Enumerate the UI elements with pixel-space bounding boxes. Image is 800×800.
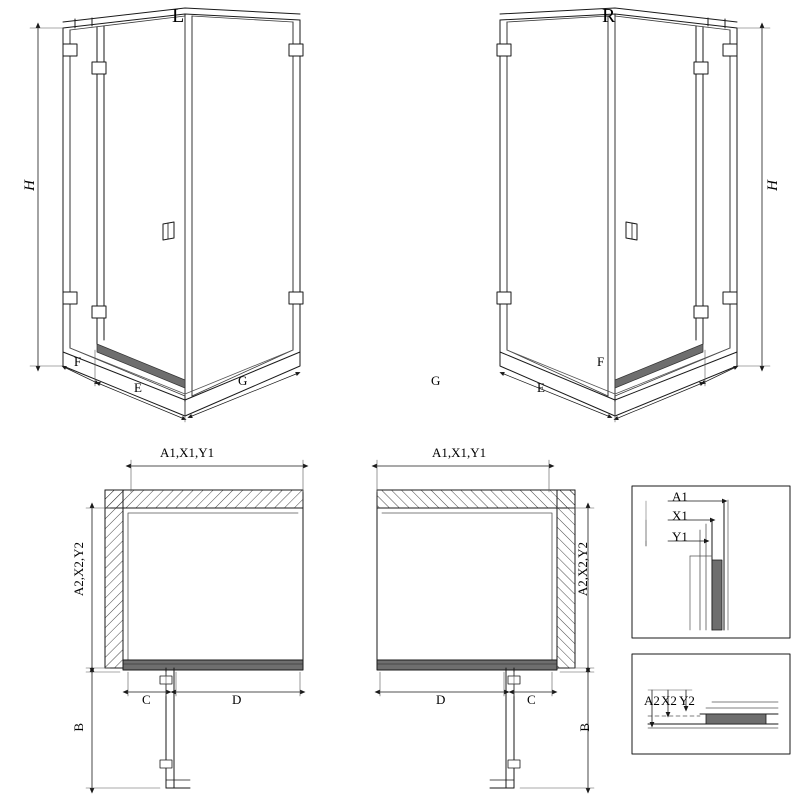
detail-bottom-row-y2-label: Y2	[679, 693, 695, 708]
detail-view-top	[632, 486, 790, 638]
iso-left-height-label: H	[22, 180, 38, 191]
iso-right-f-label: F	[597, 354, 605, 369]
plan-left-c-label: C	[142, 692, 151, 707]
plan-left-top-dim-label: A1,X1,Y1	[160, 445, 215, 460]
iso-view-right	[497, 5, 770, 422]
iso-right-e-label: E	[537, 380, 545, 395]
plan-right-c-label: C	[527, 692, 536, 707]
detail-bottom-row-a2-label: A2	[644, 693, 660, 708]
plan-view-left	[86, 460, 303, 788]
plan-view-right	[377, 460, 594, 788]
detail-top-row-x1-label: X1	[672, 508, 688, 523]
detail-top-row-a1-label: A1	[672, 489, 688, 504]
variant-label-left: L	[172, 5, 185, 27]
iso-left-e-label: E	[134, 380, 142, 395]
detail-top-row-y1-label: Y1	[672, 529, 688, 544]
plan-right-top-dim-label: A1,X1,Y1	[432, 445, 487, 460]
plan-left-b-label: B	[71, 723, 86, 732]
plan-right-b-label: B	[577, 723, 592, 732]
iso-right-height-label: H	[765, 180, 781, 191]
iso-left-g-label: G	[238, 373, 248, 388]
iso-right-g-label: G	[431, 373, 441, 388]
variant-label-right: R	[602, 5, 616, 27]
iso-view-left	[30, 5, 303, 422]
plan-left-d-label: D	[232, 692, 242, 707]
plan-left-side-dim-label: A2,X2,Y2	[71, 542, 86, 597]
plan-right-side-dim-label: A2,X2,Y2	[575, 542, 590, 597]
plan-right-d-label: D	[436, 692, 446, 707]
iso-left-f-label: F	[74, 354, 82, 369]
detail-bottom-row-x2-label: X2	[661, 693, 677, 708]
